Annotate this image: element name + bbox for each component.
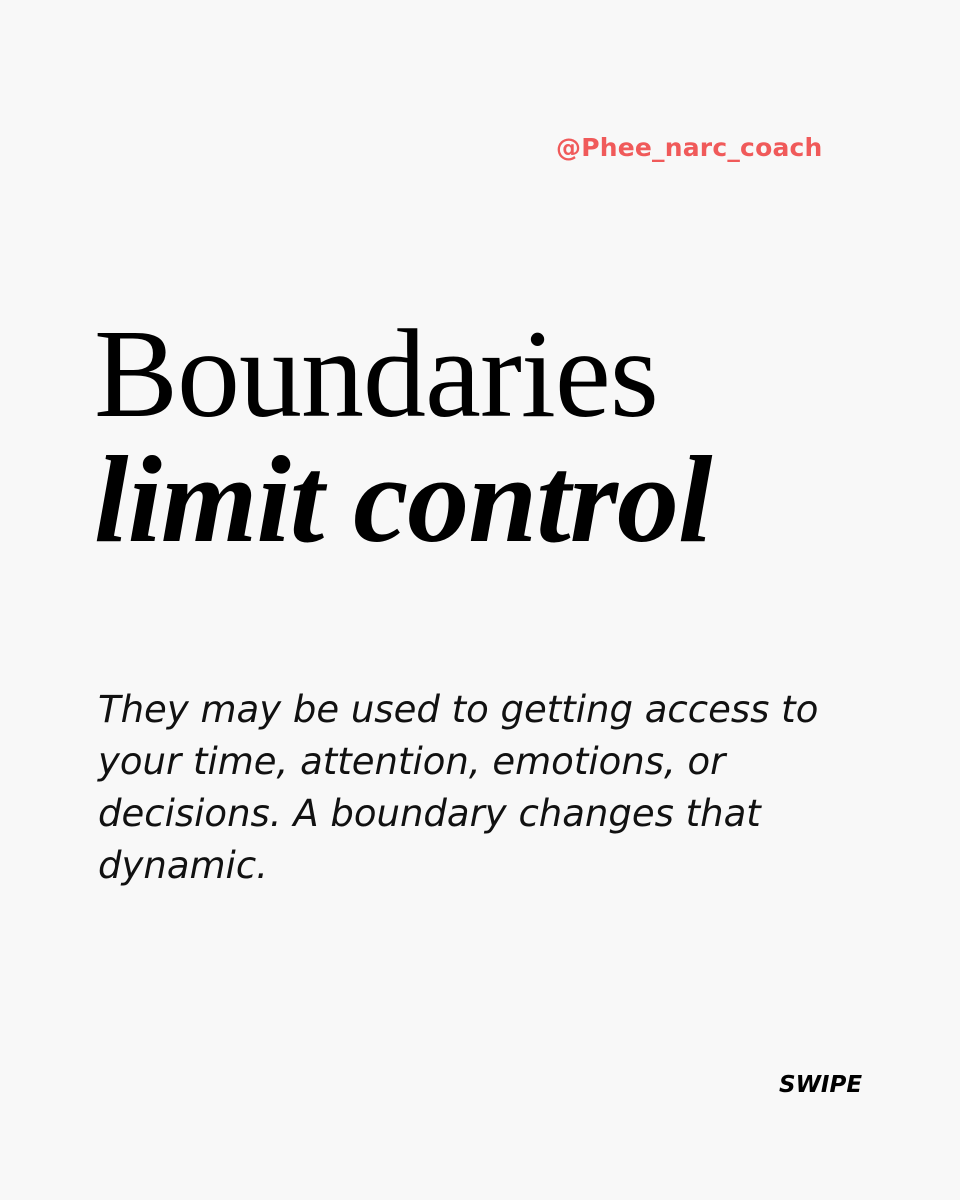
headline-secondary: limit control	[94, 431, 712, 568]
swipe-label: SWIPE	[779, 1072, 863, 1098]
headline-primary: Boundaries	[94, 305, 658, 444]
author-handle: @Phee_narc_coach	[556, 133, 823, 162]
body-paragraph: They may be used to getting access to your time, attention, emotions, or decisions. A boundary changes that dynamic.	[98, 688, 819, 887]
